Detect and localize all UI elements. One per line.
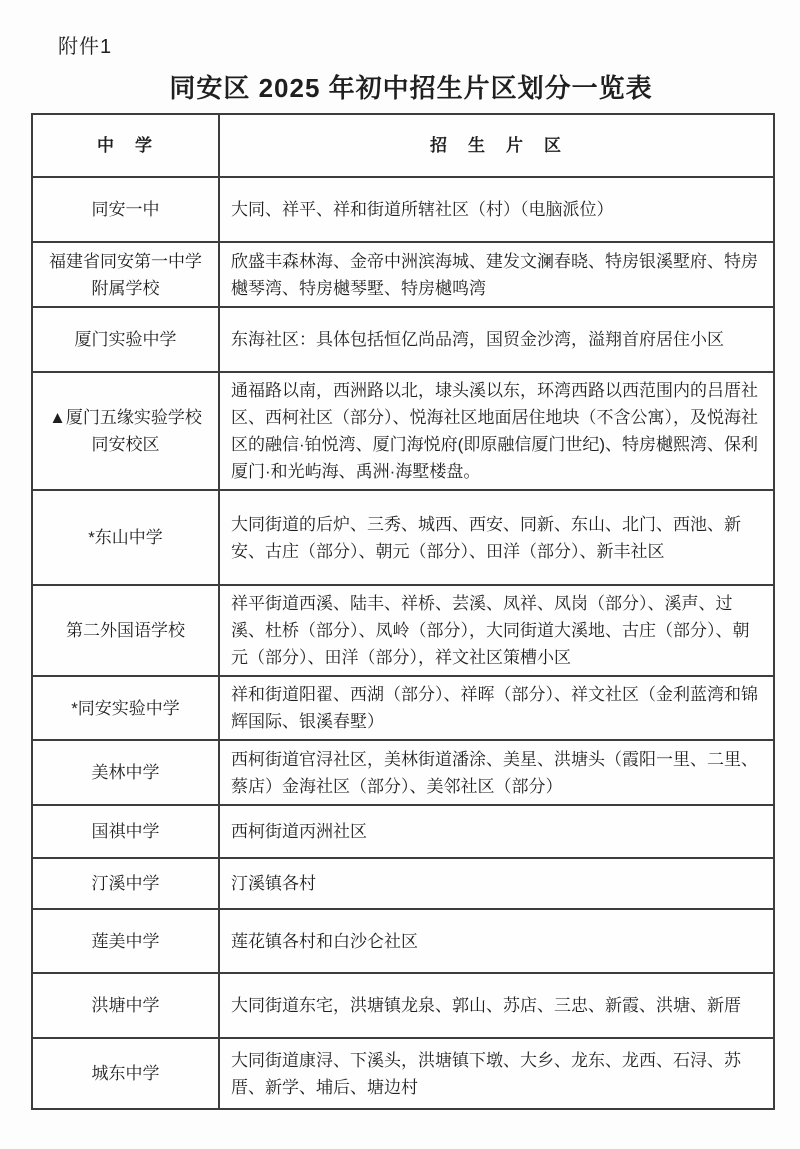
school-cell: 莲美中学 <box>32 909 219 973</box>
district-cell: 祥和街道阳翟、西湖（部分）、祥晖（部分）、祥文社区（金利蓝湾和锦辉国际、银溪春墅） <box>219 676 774 740</box>
district-cell: 大同、祥平、祥和街道所辖社区（村）（电脑派位） <box>219 177 774 242</box>
table-row <box>32 490 774 585</box>
table-row <box>32 307 774 372</box>
table-row <box>32 177 774 242</box>
district-cell: 大同街道东宅，洪塘镇龙泉、郭山、苏店、三忠、新霞、洪塘、新厝 <box>219 973 774 1038</box>
table-row <box>32 973 774 1038</box>
school-cell: *同安实验中学 <box>32 676 219 740</box>
district-cell: 西柯街道丙洲社区 <box>219 805 774 858</box>
table-row <box>32 242 774 307</box>
table-header-row <box>32 114 774 177</box>
school-cell: 厦门实验中学 <box>32 307 219 372</box>
school-cell: ▲厦门五缘实验学校 同安校区 <box>32 372 219 490</box>
school-cell: *东山中学 <box>32 490 219 585</box>
school-cell: 第二外国语学校 <box>32 585 219 676</box>
attachment-label: 附件1 <box>58 36 113 58</box>
district-cell: 大同街道康浔、下溪头，洪塘镇下墩、大乡、龙东、龙西、石浔、苏厝、新学、埔后、塘边村 <box>219 1038 774 1109</box>
school-column-header: 中 学 <box>32 114 219 177</box>
table-row <box>32 372 774 490</box>
district-cell: 汀溪镇各村 <box>219 858 774 909</box>
table-row <box>32 585 774 676</box>
district-cell: 东海社区：具体包括恒亿尚品湾，国贸金沙湾，溢翔首府居住小区 <box>219 307 774 372</box>
table-body <box>32 177 774 1109</box>
district-cell: 莲花镇各村和白沙仑社区 <box>219 909 774 973</box>
school-cell: 美林中学 <box>32 740 219 805</box>
table-row <box>32 740 774 805</box>
table-row <box>32 909 774 973</box>
table-row <box>32 805 774 858</box>
district-cell: 欣盛丰森林海、金帝中洲滨海城、建发文澜春晓、特房银溪墅府、特房樾琴湾、特房樾琴墅、特房樾鸣湾 <box>219 242 774 307</box>
school-cell: 汀溪中学 <box>32 858 219 909</box>
district-column-header: 招 生 片 区 <box>219 114 774 177</box>
school-cell: 洪塘中学 <box>32 973 219 1038</box>
school-cell: 国祺中学 <box>32 805 219 858</box>
page-title: 同安区 2025 年初中招生片区划分一览表 <box>169 73 653 103</box>
school-cell: 福建省同安第一中学 附属学校 <box>32 242 219 307</box>
district-cell: 大同街道的后炉、三秀、城西、西安、同新、东山、北门、西池、新安、古庄（部分）、朝元（部分）、田洋（部分）、新丰社区 <box>219 490 774 585</box>
district-cell: 通福路以南，西洲路以北，埭头溪以东，环湾西路以西范围内的吕厝社区、西柯社区（部分）、悦海社区地面居住地块（不含公寓），及悦海社区的融信·铂悦湾、厦门海悦府(即原融信厦门世纪)、特房樾熙湾、保利厦门·和光屿海、禹洲·海墅楼盘。 <box>219 372 774 490</box>
school-cell: 城东中学 <box>32 1038 219 1109</box>
enrollment-district-table <box>31 113 775 1110</box>
table-row <box>32 676 774 740</box>
school-cell: 同安一中 <box>32 177 219 242</box>
table-row <box>32 1038 774 1109</box>
district-cell: 祥平街道西溪、陆丰、祥桥、芸溪、凤祥、凤岗（部分）、溪声、过溪、杜桥（部分）、凤岭（部分），大同街道大溪地、古庄（部分）、朝元（部分）、田洋（部分），祥文社区策槽小区 <box>219 585 774 676</box>
table-row <box>32 858 774 909</box>
district-cell: 西柯街道官浔社区，美林街道潘涂、美星、洪塘头（霞阳一里、二里、蔡店）金海社区（部分）、美邻社区（部分） <box>219 740 774 805</box>
